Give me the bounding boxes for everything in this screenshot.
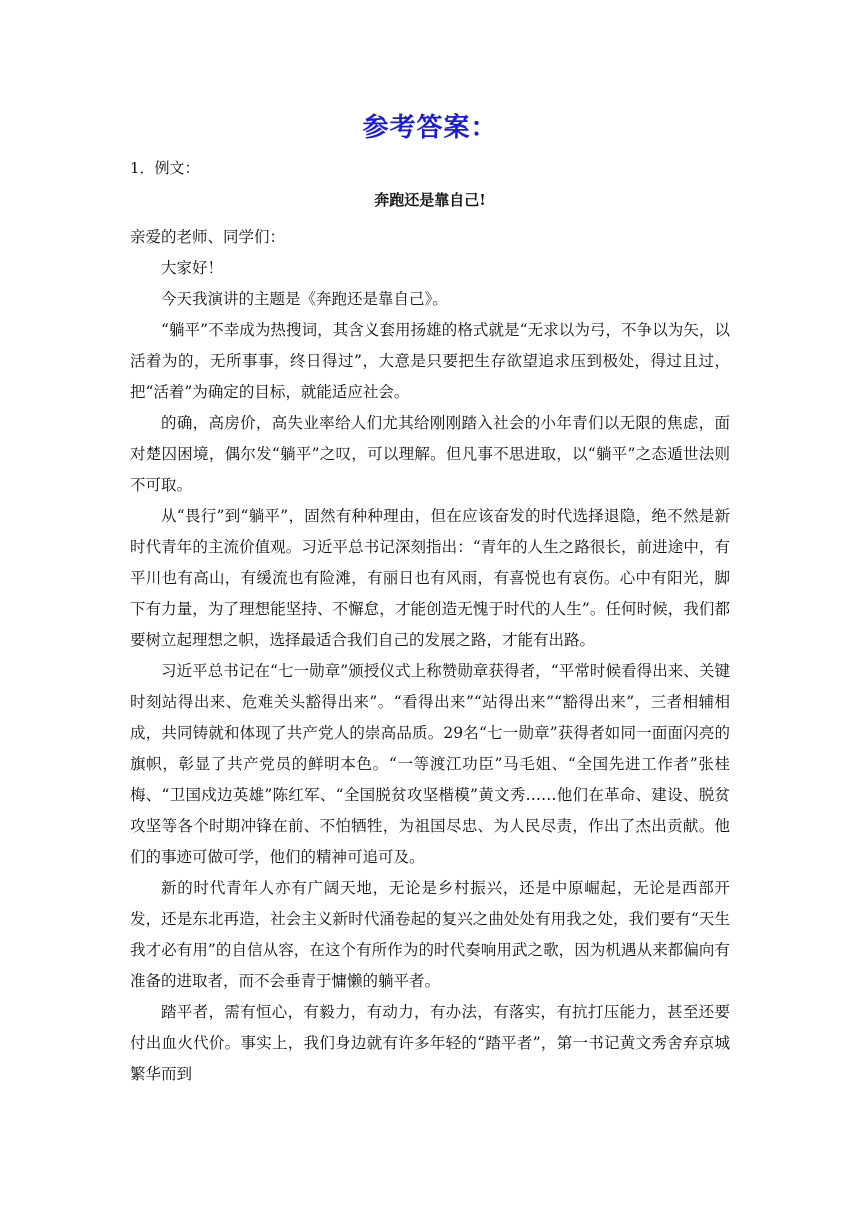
- paragraph-tapingzhe: 踏平者，需有恒心，有毅力，有动力，有办法，有落实，有抗打压能力，甚至还要付出血火代价。事实上，我们身边就有许多年轻的“踏平者”，第一书记黄文秀舍弃京城繁华而到: [130, 1003, 730, 1083]
- salutation: 亲爱的老师、同学们：: [130, 228, 286, 246]
- essay-body: [130, 222, 730, 1090]
- paragraph-medal-recipients: 习近平总书记在“七一勋章”颁授仪式上称赞勋章获得者，“平常时候看得出来、关键时刻站得出来、危难关头豁得出来”。“看得出来”“站得出来”“豁得出来”，三者相辅相成，共同铸就和体现了共产党人的崇高品质。29名“七一勋章”获得者如同一面面闪亮的旗帜，彰显了共产党员的鲜明本色。“一等渡江功臣”马毛姐、“全国先进工作者”张桂梅、“卫国戍边英雄”陈红军、“全国脱贫攻坚楷模”黄文秀……他们在革命、建设、脱贫攻坚等各个时期冲锋在前、不怕牺牲，为祖国尽忠、为人民尽责，作出了杰出贡献。他们的事迹可做可学，他们的精神可追可及。: [130, 662, 730, 866]
- paragraph-greeting: 大家好！: [161, 259, 224, 277]
- paragraph-ideal: 从“畏行”到“躺平”，固然有种种理由，但在应该奋发的时代选择退隐，绝不然是新时代青年的主流价值观。习近平总书记深刻指出：“青年的人生之路很长，前进途中，有平川也有高山，有缓流也有险滩，有丽日也有风雨，有喜悦也有哀伤。心中有阳光，脚下有力量，为了理想能坚持、不懈怠，才能创造无愧于时代的人生”。任何时候，我们都要树立起理想之帜，选择最适合我们自己的发展之路，才能有出路。: [130, 507, 730, 649]
- question-number: 1．例文：: [130, 159, 200, 177]
- paragraph-understanding: 的确，高房价，高失业率给人们尤其给刚刚踏入社会的小年青们以无限的焦虑，面对楚囚困境，偶尔发“躺平”之叹，可以理解。但凡事不思进取，以“躺平”之态遁世法则不可取。: [130, 414, 730, 494]
- paragraph-tangping-definition: “躺平”不幸成为热搜词，其含义套用扬雄的格式就是“无求以为弓，不争以为矢，以活着为的，无所事事，终日得过”，大意是只要把生存欲望追求压到极处，得过且过，把“活着”为确定的目标，就能适应社会。: [130, 321, 730, 401]
- essay-title: 奔跑还是靠自己!: [374, 191, 486, 209]
- answer-heading: 参考答案：: [362, 113, 498, 143]
- paragraph-topic: 今天我演讲的主题是《奔跑还是靠自己》。: [161, 290, 448, 308]
- paragraph-new-era: 新的时代青年人亦有广阔天地，无论是乡村振兴，还是中原崛起，无论是西部开发，还是东北再造，社会主义新时代涌卷起的复兴之曲处处有用我之处，我们要有“天生我才必有用”的自信从容，在这个有所作为的时代奏响用武之歌，因为机遇从来都偏向有准备的进取者，而不会垂青于慵懒的躺平者。: [130, 879, 730, 990]
